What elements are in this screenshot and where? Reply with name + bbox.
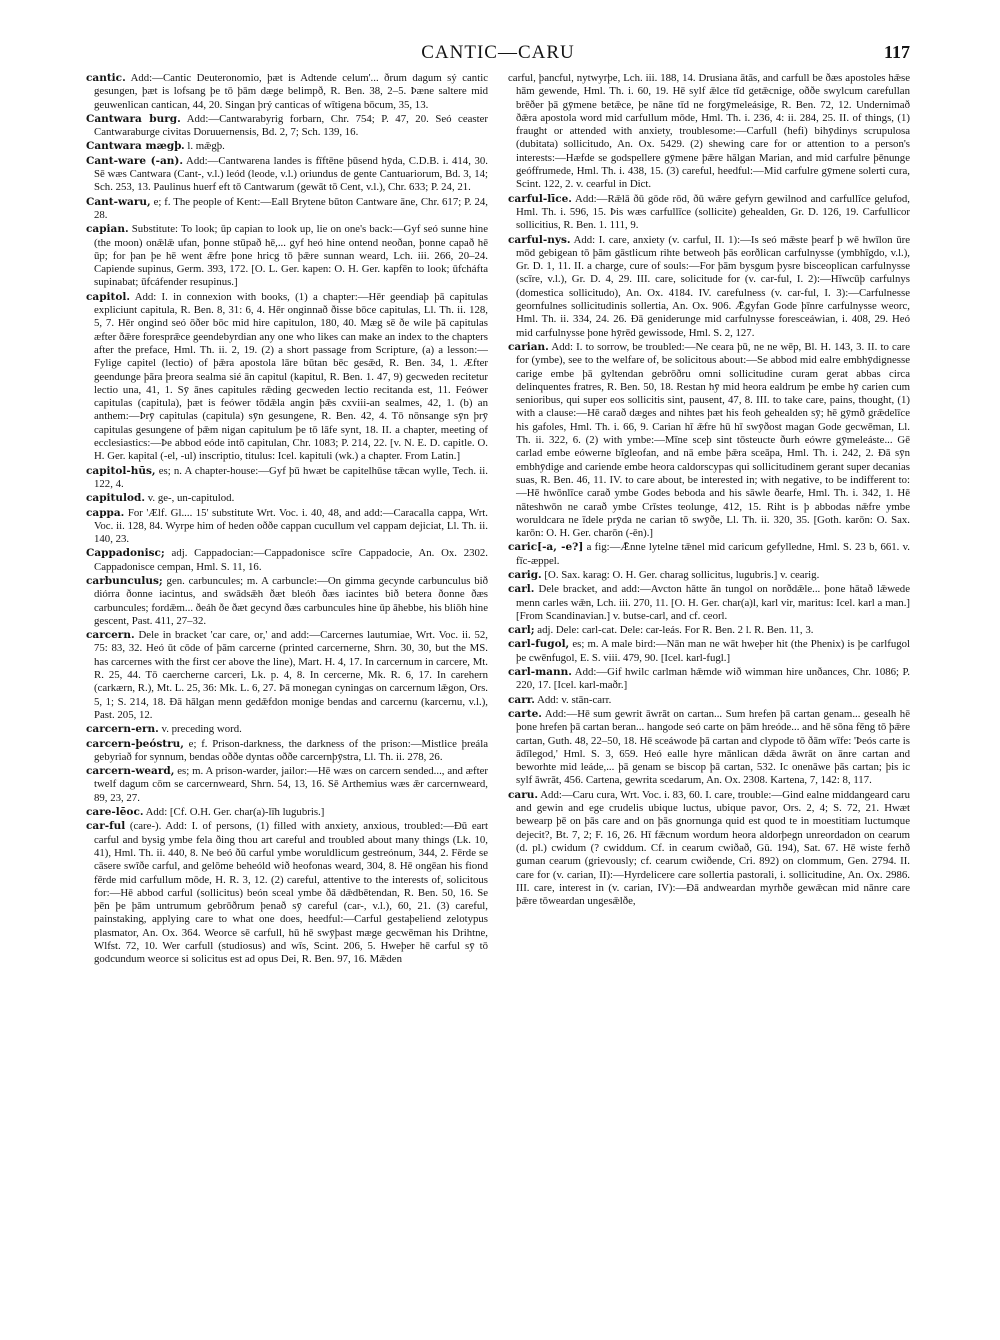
- entry-definition: a fig:—Ǣnne lytelne tǣnel mid caricum gefylledne, Hml. S. 23 b, 661. v. fīc-æppel.: [516, 541, 910, 567]
- entry-definition: Dele bracket, and add:—Avcton hātte ān tungol on norðdǣle... þone hātað lǣwede menn carles wǣn, Lch. iii. 270, 11. [O. H. Ger. char(a)l, karl vir, maritus: Icel. karl a man.] [From Scandinavian.] v. butse-carl, and cf. ceorl.: [516, 583, 910, 622]
- entry-definition: Add:—Rǣlā ðū gōde rōd, ðū wǣre gefyrn gewilnod and carfullīce gelufod, Hml. Th. i. 596, 15. Þis wæs carfullīce (sollicite) gehealden, Gr. D. 126, 19. Carfullicor sollicitius, R. Ben. 1. 111, 9.: [516, 192, 910, 232]
- entry-definition: es; n. A chapter-house:—Gyf þū hwæt be capitelhūse tǣcan wylle, Tech. ii. 122, 4.: [94, 464, 488, 490]
- entry-definition: v. ge-, un-capitulod.: [147, 492, 235, 505]
- entry-definition: e; f. Prison-darkness, the darkness of the prison:—Mistlice þreála gebyriað for synnum, bendas oððe dyntas oððe carcernþȳstra, Ll. Th. ii. 278, 26.: [94, 737, 488, 763]
- dictionary-entry: [508, 789, 910, 909]
- dictionary-entry: [508, 193, 910, 233]
- dictionary-entry: [508, 694, 910, 707]
- dictionary-entry: [508, 541, 910, 568]
- dictionary-entry: [86, 547, 488, 574]
- entry-definition: Add: I. care, anxiety (v. carful, II. 1):—Is seó mǣste þearf þ wē hwīlon ūre mōd gebigean tō þām gāstlicum rihte betweoh þās eorðlican carfulnysse (ymbhīgdo, v.l.), Gr. D. 1, 11. II. a charge, cure of souls:—For þām bysgum þysre bisceoplican carfulnysse (scīre, v.l.), Gr. D. 4, 29. III. care, solicitude for (v. car-ful, I. 2):—Hīwcūþ carfulnys (domestica sollicitudo), An. Ox. 4184. IV. carefulness (v. car-ful, I. 3):—Carfulnesse geornfulnes sollicitudinis sollertia, An. Ox. 906. Ǣgyfan Gode þīnre carfulnysse weorc, Hml. Th. ii. 334, 24. 26. Ðā geniderunge mid carfulnysse foresceáwian, i. 408, 29. Heó mid carfulnysse þone hȳrēd gewissode, Hml. S. 2, 127.: [516, 233, 910, 339]
- dictionary-entry: [508, 234, 910, 340]
- entry-definition: Substitute: To look; ūp capian to look up, lie on one's back:—Gyf seó sunne hine (the moon) onǣlǣ ufan, þonne stūpað hē,... gyf heó hine ontend neoðan, þonne capað hē ūp; for þan þe hē went ǣfre þone hricg tō þǣre sunnan weard, Lch. iii. 266, 20–24. Capiende supinus, Germ. 393, 172. [O. L. Ger. kapen: O. H. Ger. kapfēn to look; ūfcháfta supinabat; ūfcáfender resupinus.]: [94, 223, 488, 289]
- entry-headword: carbunculus;: [86, 574, 163, 587]
- entry-definition: [O. Sax. karag: O. H. Ger. charag sollicitus, lugubris.] v. cearig.: [544, 568, 820, 581]
- entry-headword: carl.: [508, 583, 535, 596]
- entry-definition: (care-). Add: I. of persons, (1) filled with anxiety, anxious, troubled:—Ðū eart carful and bysig ymbe fela ðing thou art careful and troubled about many things (Lk. 10, 41), Hml. Th. ii. 440, 8. Ne beó ðū carful ymbe woruldlicum gestreónum, 344, 2. Fērde se cāsere swīðe carful, and gelōme beheóld wið heofonas weard, 304, 8. Hē ongēan his fiond fērde mid carfullum mōde, H. R. 3, 12. (2) careful, attentive to the interests of, solicitous for:—Hē abbod carful (sollicitus) beón sceal ymbe ðā dǣdbētendan, R. Ben. 50, 16. Se þēn þe þām untrumum gebrōðrum þenað sȳ careful (car-, v.l.), 60, 21. (3) careful, painstaking, applying care to what one does, heedful:—Carful gestaþeliend zelotypus plasmator, An. Ox. 364. Weorce sē carfull, hū hē swȳþast mæge gecwēman his Drihtne, Wlfst. 72, 10. Wer carfull (studiosus) and wīs, Scint. 206, 5. Hweþer hē carful sȳ tō godcundum weorce si solicitus est ad opus Dei, R. Ben. 97, 16. Mǣden: [94, 820, 488, 966]
- entry-definition: adj. Cappadocian:—Cappadonisce scīre Cappadocie, An. Ox. 2302. Cappadonisce cempan, Hml. S. 11, 16.: [94, 547, 488, 573]
- entry-headword: carig.: [508, 568, 542, 581]
- dictionary-entry: [508, 72, 910, 192]
- entry-headword: capitulod.: [86, 492, 146, 505]
- entry-headword: carcern-þeóstru,: [86, 737, 184, 750]
- dictionary-entry: [86, 575, 488, 628]
- entry-headword: carl-fugol,: [508, 638, 570, 651]
- left-column: [86, 72, 488, 1322]
- entry-definition: es; m. A male bird:—Nān man ne wāt hweþer hit (the Phenix) is þe carlfugol þe cwēnfugol, E. S. viii. 479, 90. [Icel. karl-fugl.]: [516, 638, 910, 664]
- entry-definition: adj. Dele: carl-cat. Dele: car-leás. For R. Ben. 2 l. R. Ben. 11, 3.: [537, 624, 814, 637]
- dictionary-entry: [86, 723, 488, 736]
- dictionary-entry: [86, 113, 488, 140]
- dictionary-entry: [86, 629, 488, 722]
- dictionary-entry: [86, 765, 488, 805]
- dictionary-entry: [86, 196, 488, 223]
- entry-headword: Cant-ware (-an).: [86, 154, 184, 167]
- entry-definition: v. preceding word.: [161, 723, 242, 736]
- entry-definition: For 'Ælf. Gl.... 15' substitute Wrt. Voc. i. 40, 48, and add:—Caracalla cappa, Wrt. Voc. ii. 128, 84. Wyrpe him of heden oððe cappan cucullum vel cappam dejiciat, Ll. Th. ii. 140, 23.: [94, 506, 488, 546]
- entry-headword: cantic.: [86, 72, 126, 84]
- dictionary-entry: [86, 465, 488, 492]
- dictionary-entry: [86, 820, 488, 966]
- entry-headword: carcern-weard,: [86, 765, 175, 778]
- entry-definition: gen. carbuncules; m. A carbuncle:—On gimma gecynde carbunculus bið diórra ðonne iacintus, and swādsǣh ðæt bleóh ðæs iacintes bið betera ðonne ðæs carbuncules; fordǣm... ðeáh ðe ðæt gecynd ðæs carbuncules hine ūp āhebbe, his bliōh hine gescent, Past. 411, 27–32.: [94, 574, 488, 627]
- entry-headword: carcern.: [86, 629, 135, 642]
- entry-definition: Add:—Cantwarena landes is fīftēne þūsend hȳda, C.D.B. i. 414, 30. Sē wæs Cantwara (Cant-, v.l.) leód (leode, v.l.) oriundus de gente Cantuariorum, Bd. 3, 14; Sch. 253, 13. Paulinus huerf eft tō Cantwarum (gewāt tō Cent, v.l.), Chr. 633; P. 24, 21.: [94, 154, 488, 194]
- entry-definition: Add: v. stān-carr.: [537, 693, 612, 706]
- entry-headword: Cappadonisc;: [86, 547, 165, 560]
- entry-definition: carful, þancful, nytwyrþe, Lch. iii. 188, 14. Drusiana ātās, and carfull be ðæs apostoles hǣse hām gewende, Hml. Th. i. 60, 19. Hē sylf ǣlce tīd getǣcnige, oððe swylcum carefullan brēðer þā gȳmene betǣce, þe nāne tīd ne forgȳmeleásige, R. Ben. 72, 12. Undernimað ðǣra apostola word mid carfullum mōde, Hml. Th. i. 236, 4: ii. 284, 25. II. of things, (1) fraught or attended with anxiety, troublesome:—Carfull (hefi) bihȳdinys scrupulosa (dubitata) sollicitudo, An. Ox. 5429. (2) shewing care for or attention to a person's interests:—Hæfde se godspellere gȳmene þǣre hālgan Marian, and mid carfulre þēnunge geóffrumede, Hml. Th. i. 438, 15. (3) careful, heedful:—Mid carfulre gȳmene solerti cura, Scint. 122, 2. v. cearful in Dict.: [508, 72, 910, 191]
- entry-headword: carian.: [508, 340, 549, 353]
- entry-definition: Add: I. in connexion with books, (1) a chapter:—Hēr geendiaþ þā capitulas expliciunt capitula, R. Ben. 8, 31: 6, 4. Hēr onginnað ðisse bōce capitulas, Ll. Th. ii. 128, 5, 7. Hēr ongind seó ōðer bōc mid hire capitulon, 180, 40. Mæg sē ðe wile þā capitulas æfter ðǣre foresprǣce geendebyrdian any one who likes can make an index to the chapters after the preface, Hml. Th. ii. 2, 19. (2) a short passage from Scripture, (a) a lesson:—Fylige capitel (lectio) of þǣra apostola lāre būtan bēc gesǣd, R. Ben. 34, 1. Æfter geendunge þāra þreora sealma sié ān capitul (kapitul, R. Ben. 1. 47, 9) gecweden recitetur lectio una, 41, 1. Sȳ ānes capitules rǣding gecweden lectio recitanda est, 11. Feówer capitulas (capitula), þæt is feówer tōdǣla angin þǣs cxviii-an sealmes, 42, 1. (b) an anthem:—Þrȳ capitulas (capitula) sȳn gesungene, R. Ben. 42, 4. Tō nōnsange sȳn þrȳ capitulas gesungene of þǣm nigan capitulum þe tō lāfe synt, 18. II. a chapter, meeting of ecclesiastics:—Þe abbod eóde intō capitulan, Chr. 1083; P. 214, 22. [v. N. E. D. capitle. O. H. Ger. kapital (-el, -ul) inscriptio, titulus: Icel. kapituli (wk.) a chapter. From Latin.]: [94, 290, 488, 463]
- entry-definition: Add:—Cantic Deuteronomio, þæt is Adtende celum'... ðrum dagum sý cantic gesungen, þæt is lofsang þe tō þām dæge belimpð, R. Ben. 38, 2–5. Þæne saltere mid geuwenlican cantican, 44, 20. Singan þrý canticas of wītigena bōcum, 35, 13.: [94, 72, 488, 111]
- dictionary-entry: [508, 569, 910, 582]
- entry-headword: carl;: [508, 624, 535, 637]
- page-number: 117: [883, 42, 910, 62]
- entry-headword: capian.: [86, 223, 129, 236]
- entry-definition: Add: [Cf. O.H. Ger. char(a)-līh lugubris.]: [145, 806, 325, 819]
- dictionary-entry: [86, 140, 488, 153]
- entry-headword: care-lēoc.: [86, 806, 144, 819]
- right-column: [508, 72, 910, 1322]
- dictionary-entry: [86, 492, 488, 505]
- entry-definition: Add:—Cantwarabyrig forbarn, Chr. 754; P. 47, 20. Seó ceaster Cantwaraburge civitas Doruuernensis, Bd. 2, 7; Sch. 139, 16.: [94, 112, 488, 139]
- entry-definition: es; m. A prison-warder, jailor:—Hē wæs on carcern sended..., and æfter twelf dagum cōm se carcernweard, Shrn. 54, 13, 16. Sē Arthemius wæs ǣr carcernweard, 89, 23, 27.: [94, 765, 488, 804]
- dictionary-entry: [86, 291, 488, 464]
- entry-headword: cappa.: [86, 506, 125, 519]
- entry-definition: Dele in bracket 'car care, or,' and add:—Carcernes lautumiae, Wrt. Voc. ii. 52, 75: 83, 32. Heó ūt cōde of þām carcerne (printed carcernerne, Shrn. 30, 30, but the MS. has carcernes with the first cer above the line), Mart. H. 4, 17. In carcernum in carcere, Mt. R. 25, 44. Tō caercherne carceri, Lk. p. 4, 8. In cercerne, Mk. R. 6, 17. In carehern (carkærn, R.), Mt. L. 25, 36: Mk. L. 6, 27. Þā monegan cyningas on carcernum lǣgon, Ors. 5, 1; S. 214, 18. Ðā hālgan menn gedǣfdon monige bendas and carcernu (karcernu, v.l.), Past. 205, 12.: [94, 629, 488, 721]
- dictionary-entry: [508, 624, 910, 637]
- entry-headword: carful-nys.: [508, 233, 571, 246]
- dictionary-entry: [86, 738, 488, 765]
- dictionary-entry: [86, 223, 488, 289]
- dictionary-entry: [508, 583, 910, 623]
- entry-headword: car-ful: [86, 820, 126, 833]
- page-header: [86, 42, 910, 66]
- dictionary-entry: [86, 155, 488, 195]
- entry-definition: Add:—Caru cura, Wrt. Voc. i. 83, 60. I. care, trouble:—Gind ealne middangeard caru and gewin and ege crudelis ubique luctus, ubique pavor, Ors. 2, 4; S. 72, 21. Hwæt bewearp þē on þās care and on þās gnornunga quid est quod te in moestitiam luctumque dejecit?, Bt. 7, 2; F. 16, 26. Hī fǣcnum wordum heora aldorþegn unreordadon on cearum (d. pl.) cwidum (? cwiddum. Cf. in cearum cwiðað, Gū. 194), Sat. 67. Hē wiste ferhð guman cearum (grievously; cf. cearum cwiðende, Cri. 892) on clommum, Gen. 2794. II. care for (v. carian, II):—Hyrdelicere care sollertia pastorali, i. sollicitudine, An. Ox. 2986. III. care, interest in (v. carian, IV):—Ðā andweardan myrhðe gewǣcan mid nānre care þǣre tōweardan ungesǣlðe,: [516, 788, 910, 908]
- entry-headword: carcern-ern.: [86, 723, 159, 736]
- entry-headword: Cant-waru,: [86, 195, 151, 208]
- dictionary-entry: [86, 806, 488, 819]
- entry-definition: Add: I. to sorrow, be troubled:—Ne ceara þū, ne ne wēp, Bl. H. 143, 3. II. to care for (ymbe), see to the welfare of, be solicitous about:—Se abbod mid ealre embhȳdignesse carige embe þā gyltendan gebrōðru omni sollicitudine curam gerat abbas circa delinquentes fratres, R. Ben. 50, 18. Restan hȳ mid heora ealdrum þe embe hȳ carien cum senioribus, qui super eos sollicitis sint, pausent, 47, 8. III. to take care, pains, thought, (1) with a clause:—Hē carað dæges and nihtes þæt his feoh gehealden sȳ; hē gȳmð grǣdelīce his gafoles, Hml. Th. i. 66, 9. Carian hī ǣfre hū hī swȳðost magan Gode gecwēman, Ll. Th. ii. 322, 6. (2) with ymbe:—Mīne sceþ sint tōsteucte ðurh eówre gȳmeleáste... Gē carlad embe eówerne bīgleofan, and nā embe þǣra sceāpa, Hml. Th. i. 242, 2. Ðā sȳn embhȳdige and cariende embe heora caldorscypas qui sollicitudinem gerant super decanias suas, R. Ben. 46, 11. IV. to care about, be interested in; with negative, to be indifferent to:—Hē hwōnlīce carað ymbe Godes beboda and his sāwle ðearfe, Hml. Th. i. 342, 1. Hē nāteshwōn ne carað ymbe Crīstes teolunge, 412, 15. Riht is þ abbodas nǣfre ymbe woruldcara ne īdele prȳda ne carian tō swȳðe, Ll. Th. ii. 320, 35. [Goth. karōn: O. Sax. karōn: O. H. Ger. charōn (-ēn).]: [516, 340, 910, 540]
- entry-headword: Cantwara mægþ.: [86, 140, 185, 153]
- entry-headword: caru.: [508, 788, 539, 801]
- entry-headword: capitol.: [86, 290, 131, 303]
- entry-headword: Cantwara burg.: [86, 112, 181, 125]
- running-title: CANTIC—CARU: [421, 42, 575, 63]
- entry-headword: carr.: [508, 693, 535, 706]
- entry-definition: Add:—Gif hwilc carlman hǣmde wið wimman hire unðances, Chr. 1086; P. 220, 17. [Icel. karl-maðr.]: [516, 666, 910, 692]
- dictionary-entry: [508, 708, 910, 788]
- dictionary-entry: [86, 507, 488, 547]
- entry-definition: l. mǣgþ.: [187, 140, 225, 153]
- entry-headword: capitol-hūs,: [86, 464, 156, 477]
- dictionary-entry: [86, 72, 488, 112]
- dictionary-entry: [508, 638, 910, 665]
- entry-headword: carte.: [508, 707, 542, 720]
- entry-headword: carl-mann.: [508, 666, 572, 679]
- entry-headword: carful-līce.: [508, 192, 572, 205]
- dictionary-entry: [508, 666, 910, 693]
- dictionary-entry: [508, 341, 910, 540]
- entry-headword: caric[-a, -e?]: [508, 541, 584, 554]
- entry-definition: Add:—Hē sum gewrit āwrāt on cartan... Sum hrefen þā cartan genam... gesealh hē þone hrefen þā cartan beran... hangode seó carte on þām hreóde... and hē sōna fēng tō þǣre cartan, Guth. 48, 22–50, 18. Hē sceáwode þā cartan and clypode tō ðām wīfe: 'Þeós carte is ādīlegod,' Hml. S. 3, 659. Heó ealle hyre mānlican dǣda āwrāt on ānre cartan and beworhte mid leáde,... þā genam se biscop þā cartan, 532. Ic onenāwe þās cartan; þis ic sylf āwrāt, 456. Cartena, gewrita scedarum, An. Ox. 2308. Kartena, 7, 142: 8, 117.: [516, 707, 910, 787]
- entry-definition: e; f. The people of Kent:—Eall Brytene būton Cantware āne, Chr. 617; P. 24, 28.: [94, 195, 488, 221]
